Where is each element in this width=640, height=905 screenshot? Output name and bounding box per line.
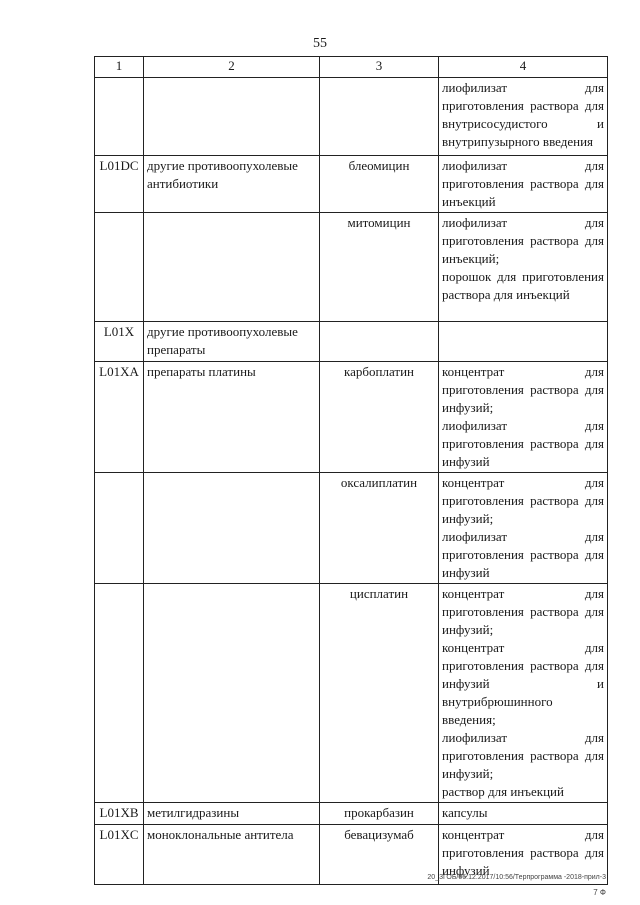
atc-code-cell [95, 584, 144, 803]
group-cell [144, 78, 320, 156]
group-cell [144, 213, 320, 322]
dosage-form: порошок для приготовления раствора для инъекций [442, 269, 604, 302]
print-stamp: 20_3ГОБ/06.12.2017/10:56/Терпрограмма -2018-прил-3 [427, 874, 606, 881]
group-cell: другие противоопухолевые препараты [144, 322, 320, 362]
drug-cell [320, 322, 439, 362]
forms-cell [439, 78, 608, 156]
drug-cell: цисплатин [320, 584, 439, 803]
table-row [95, 362, 608, 473]
header-cell: 3 [320, 57, 439, 78]
dosage-form: концентрат для приготовления раствора для инфузий и внутрибрюшинного введения; [442, 640, 604, 727]
table-row [95, 473, 608, 584]
group-cell: моноклональные антитела [144, 825, 320, 885]
forms-cell [439, 213, 608, 322]
dosage-form: лиофилизат для приготовления раствора для инфузий [442, 418, 604, 469]
atc-code-cell: L01DC [95, 156, 144, 213]
drug-cell: прокарбазин [320, 803, 439, 825]
forms-cell [439, 803, 608, 825]
header-cell: 1 [95, 57, 144, 78]
table-header-row [95, 57, 608, 78]
table-row [95, 584, 608, 803]
dosage-form: концентрат для приготовления раствора для инфузий [442, 827, 604, 878]
forms-cell [439, 362, 608, 473]
header-cell: 2 [144, 57, 320, 78]
atc-code-cell: L01XC [95, 825, 144, 885]
table-row [95, 156, 608, 213]
forms-cell [439, 322, 608, 362]
drug-cell: бевацизумаб [320, 825, 439, 885]
group-cell: препараты платины [144, 362, 320, 473]
drug-cell: оксалиплатин [320, 473, 439, 584]
dosage-form: лиофилизат для приготовления раствора для внутрисосудистого и внутрипузырного введения [442, 80, 604, 149]
dosage-form: лиофилизат для приготовления раствора для инъекций [442, 158, 604, 209]
atc-code-cell: L01X [95, 322, 144, 362]
forms-cell [439, 584, 608, 803]
atc-code-cell: L01XB [95, 803, 144, 825]
group-cell: другие противоопухолевые антибиотики [144, 156, 320, 213]
group-cell: метилгидразины [144, 803, 320, 825]
table-row [95, 803, 608, 825]
forms-cell [439, 473, 608, 584]
table-row [95, 78, 608, 156]
drug-table [94, 56, 608, 885]
group-cell [144, 473, 320, 584]
drug-cell: митомицин [320, 213, 439, 322]
dosage-form: лиофилизат для приготовления раствора для инфузий [442, 529, 604, 580]
page-number: 55 [313, 36, 327, 51]
drug-cell [320, 78, 439, 156]
dosage-form: капсулы [442, 805, 488, 820]
dosage-form: концентрат для приготовления раствора для инфузий; [442, 475, 604, 526]
atc-code-cell [95, 213, 144, 322]
drug-cell: блеомицин [320, 156, 439, 213]
page-code: 7 Ф [593, 888, 606, 897]
table-row [95, 213, 608, 322]
table-row [95, 322, 608, 362]
dosage-form: лиофилизат для приготовления раствора для инъекций; [442, 215, 604, 266]
atc-code-cell [95, 78, 144, 156]
atc-code-cell: L01XA [95, 362, 144, 473]
dosage-form: концентрат для приготовления раствора для инфузий; [442, 364, 604, 415]
dosage-form: раствор для инъекций [442, 784, 564, 799]
header-cell: 4 [439, 57, 608, 78]
dosage-form: лиофилизат для приготовления раствора для инфузий; [442, 730, 604, 781]
forms-cell [439, 156, 608, 213]
group-cell [144, 584, 320, 803]
dosage-form: концентрат для приготовления раствора для инфузий; [442, 586, 604, 637]
atc-code-cell [95, 473, 144, 584]
drug-cell: карбоплатин [320, 362, 439, 473]
